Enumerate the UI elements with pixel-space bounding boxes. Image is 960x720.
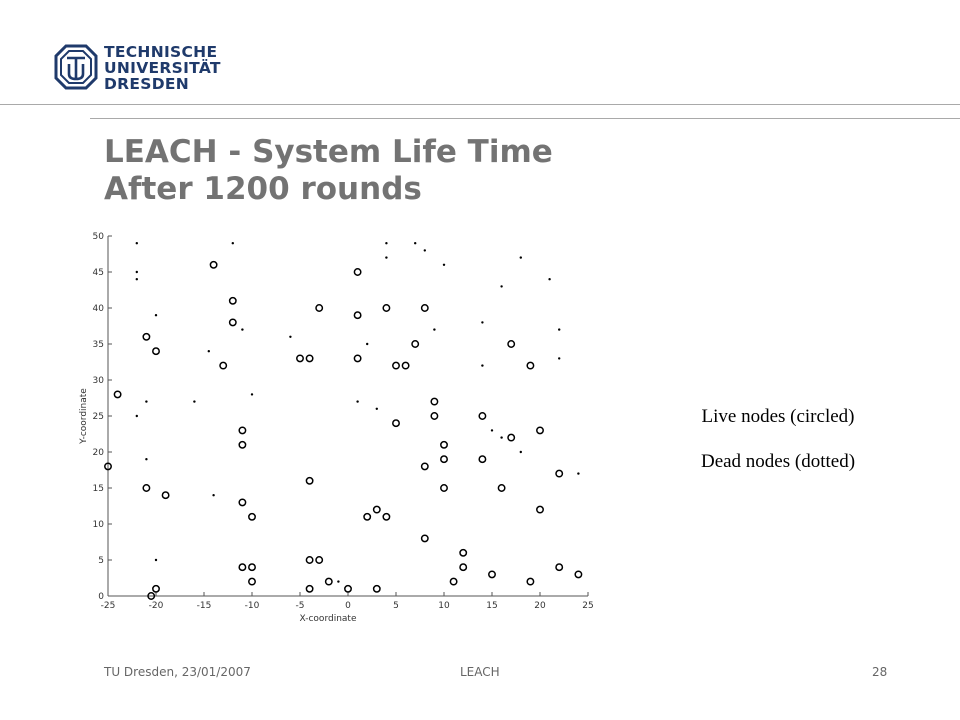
dead-node-point [500, 285, 502, 287]
x-tick-label: 10 [438, 601, 450, 611]
y-tick-label: 10 [92, 520, 104, 530]
footer-page-number: 28 [872, 665, 888, 679]
header-divider-top [0, 104, 960, 105]
live-node-point [306, 557, 312, 563]
live-node-point [402, 362, 408, 368]
dead-node-point [520, 451, 522, 453]
live-node-point [393, 420, 399, 426]
live-node-point [306, 355, 312, 361]
x-axis-label: X-coordinate [299, 614, 357, 624]
dead-node-point [208, 350, 210, 352]
live-node-point [345, 586, 351, 592]
y-tick-label: 40 [92, 304, 104, 314]
live-node-point [460, 564, 466, 570]
live-node-point [527, 578, 533, 584]
dead-node-point [433, 328, 435, 330]
dead-node-point [491, 429, 493, 431]
live-node-point [326, 578, 332, 584]
x-tick-label: 15 [486, 601, 498, 611]
live-node-point [354, 269, 360, 275]
y-tick-label: 20 [92, 448, 104, 458]
live-node-point [537, 506, 543, 512]
live-node-point [143, 485, 149, 491]
live-node-point [239, 427, 245, 433]
dead-node-point [193, 400, 195, 402]
y-tick-label: 35 [92, 340, 104, 350]
scatter-plot [76, 226, 596, 636]
dead-node-point [145, 400, 147, 402]
tu-dresden-logo [50, 42, 220, 97]
live-node-point [537, 427, 543, 433]
live-node-point [489, 571, 495, 577]
dead-node-point [241, 328, 243, 330]
live-node-point [441, 456, 447, 462]
dead-node-point [577, 472, 579, 474]
y-tick-label: 50 [92, 232, 104, 242]
live-node-point [527, 362, 533, 368]
live-node-point [412, 341, 418, 347]
live-node-point [153, 586, 159, 592]
x-tick-label: -15 [196, 601, 212, 611]
legend-dead-nodes: Dead nodes (dotted) [700, 451, 856, 472]
dead-node-point [136, 271, 138, 273]
y-tick-label: 15 [92, 484, 104, 494]
dead-node-point [212, 494, 214, 496]
live-node-point [306, 478, 312, 484]
live-node-point [249, 564, 255, 570]
live-node-point [575, 571, 581, 577]
dead-node-point [337, 580, 339, 582]
tu-dresden-emblem-icon [54, 44, 98, 90]
live-node-point [441, 485, 447, 491]
live-node-point [306, 586, 312, 592]
live-node-point [249, 578, 255, 584]
dead-node-point [443, 264, 445, 266]
live-node-point [249, 514, 255, 520]
logo-line-2: UNIVERSITÄT [104, 59, 221, 77]
dead-node-point [385, 256, 387, 258]
dead-node-point [145, 458, 147, 460]
live-node-point [393, 362, 399, 368]
live-node-point [354, 312, 360, 318]
dead-node-point [520, 256, 522, 258]
live-node-point [441, 442, 447, 448]
live-node-point [239, 564, 245, 570]
y-tick-label: 25 [92, 412, 104, 422]
dead-node-point [289, 336, 291, 338]
x-tick-label: -5 [295, 601, 305, 611]
live-node-point [316, 305, 322, 311]
x-tick-label: -20 [148, 601, 164, 611]
dead-node-point [251, 393, 253, 395]
live-node-point [354, 355, 360, 361]
live-node-point [431, 413, 437, 419]
dead-node-point [558, 328, 560, 330]
slide-title-line-1: LEACH - System Life Time [104, 134, 553, 170]
footer-date: TU Dresden, 23/01/2007 [104, 665, 251, 679]
live-node-point [422, 535, 428, 541]
x-tick-label: -10 [244, 601, 260, 611]
dead-node-point [424, 249, 426, 251]
live-node-point [479, 413, 485, 419]
live-node-point [364, 514, 370, 520]
y-axis-label: Y-coordinate [79, 388, 89, 444]
live-node-point [383, 514, 389, 520]
live-node-point [153, 348, 159, 354]
y-tick-label: 0 [98, 592, 104, 602]
live-node-point [114, 391, 120, 397]
dead-node-point [481, 321, 483, 323]
x-tick-label: 5 [393, 601, 399, 611]
x-tick-label: -25 [100, 601, 116, 611]
dead-node-point [136, 415, 138, 417]
dead-node-point [356, 400, 358, 402]
live-node-point [316, 557, 322, 563]
dead-node-point [136, 278, 138, 280]
live-node-point [210, 262, 216, 268]
y-tick-label: 5 [98, 556, 104, 566]
live-node-point [143, 334, 149, 340]
live-node-point [239, 442, 245, 448]
x-tick-label: 20 [534, 601, 546, 611]
live-node-point [297, 355, 303, 361]
dead-node-point [366, 343, 368, 345]
x-tick-label: 0 [345, 601, 351, 611]
live-node-point [508, 434, 514, 440]
dead-node-point [548, 278, 550, 280]
logo-line-3: DRESDEN [104, 75, 190, 93]
dead-node-point [376, 408, 378, 410]
live-node-point [508, 341, 514, 347]
live-node-point [460, 550, 466, 556]
header-divider-bottom [90, 118, 960, 119]
live-node-point [498, 485, 504, 491]
x-tick-label: 25 [582, 601, 594, 611]
live-node-point [383, 305, 389, 311]
logo-line-1: TECHNISCHE [104, 43, 218, 61]
live-node-point [450, 578, 456, 584]
legend-live-nodes: Live nodes (circled) [701, 406, 855, 427]
live-node-point [422, 305, 428, 311]
live-node-point [239, 499, 245, 505]
live-node-point [422, 463, 428, 469]
dead-node-point [232, 242, 234, 244]
footer-topic: LEACH [460, 665, 500, 679]
dead-node-point [481, 364, 483, 366]
live-node-point [230, 319, 236, 325]
live-node-point [556, 470, 562, 476]
dead-node-point [385, 242, 387, 244]
y-tick-label: 45 [92, 268, 104, 278]
dead-node-point [414, 242, 416, 244]
slide-title-line-2: After 1200 rounds [104, 171, 422, 207]
dead-node-point [500, 436, 502, 438]
live-node-point [374, 506, 380, 512]
y-tick-label: 30 [92, 376, 104, 386]
live-node-point [230, 298, 236, 304]
slide-title [104, 134, 553, 208]
dead-node-point [136, 242, 138, 244]
live-node-point [556, 564, 562, 570]
live-node-point [479, 456, 485, 462]
live-node-point [431, 398, 437, 404]
live-node-point [374, 586, 380, 592]
dead-node-point [155, 559, 157, 561]
live-node-point [162, 492, 168, 498]
logo-wordmark [104, 44, 221, 92]
live-node-point [220, 362, 226, 368]
dead-node-point [558, 357, 560, 359]
dead-node-point [155, 314, 157, 316]
